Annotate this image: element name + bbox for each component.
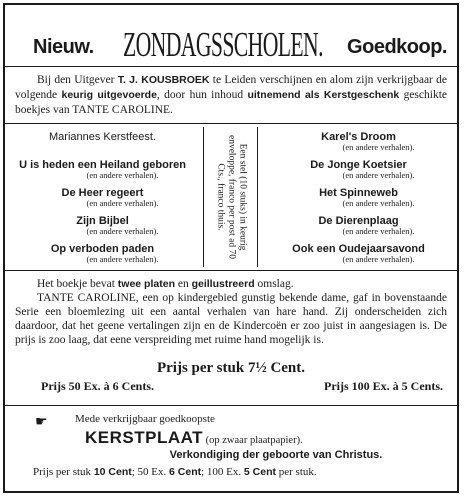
book-title: Mariannes Kerstfeest.	[49, 131, 156, 143]
header-cheap-label: Goedkoop.	[347, 36, 447, 58]
book-title: Het Spinneweb	[319, 187, 398, 199]
list-item	[5, 159, 200, 180]
publisher-name: T. J. KOUSBROEK	[117, 74, 210, 86]
divider	[5, 66, 457, 67]
page-title: ZONDAGSSCHOLEN.	[123, 25, 323, 64]
list-item	[260, 159, 457, 180]
list-item	[5, 187, 200, 208]
intro-text: geschikte boekjes van TANTE CAROLINE.	[15, 89, 447, 116]
book-title: De Heer regeert	[61, 187, 144, 199]
intro-text: te Leiden verschijnen en alom zijn verkrijgbaar de volgende	[15, 74, 447, 101]
book-subtitle: (en andere verhalen).	[86, 170, 159, 180]
divider	[5, 123, 457, 124]
price-per-piece: Prijs per stuk 7½ Cent.	[156, 360, 306, 376]
book-subtitle: (en andere verhalen).	[86, 226, 159, 236]
price-text: per stuk.	[276, 466, 317, 478]
book-subtitle: (en andere verhalen).	[342, 142, 415, 152]
book-title: U is heden een Heiland geboren	[19, 159, 186, 171]
vertical-offer-text: Een stel (10 stuks) in keurig enveloppe, franco per post ad 70 Cts., franco thuis.	[215, 135, 247, 259]
desc-emphasis: geillustreerd	[191, 278, 255, 290]
price-value: 5 Cent	[243, 466, 276, 478]
list-item	[260, 215, 457, 236]
kerstplaat-prices	[33, 466, 317, 478]
price-100: Prijs 100 Ex. à 5 Cents.	[324, 379, 443, 393]
price-50: Prijs 50 Ex. à 6 Cents.	[41, 379, 154, 393]
list-item	[260, 131, 457, 152]
kerstplaat-title: KERSTPLAAT	[85, 428, 204, 447]
kerstplaat-line	[85, 428, 303, 448]
desc-text: omslag.	[254, 278, 294, 290]
pointing-hand-icon: ☛	[35, 415, 48, 430]
intro-paragraph	[15, 73, 447, 118]
kerstplaat-note: (op zwaar plaatpapier).	[203, 435, 303, 446]
book-title: De Dierenplaag	[318, 215, 399, 227]
header	[5, 9, 457, 65]
intro-emphasis: uitnemend als Kerstgeschenk	[247, 89, 400, 101]
book-subtitle: (en andere verhalen).	[342, 254, 415, 264]
book-title: De Jonge Koetsier	[310, 159, 407, 171]
price-value: 10 Cent	[93, 466, 132, 478]
list-item	[5, 243, 200, 264]
list-item	[260, 187, 457, 208]
divider	[5, 405, 457, 406]
description-paragraph	[15, 277, 447, 347]
kerstplaat-subtitle: Verkondiging der geboorte van Christus.	[169, 449, 383, 461]
book-subtitle: (en andere verhalen).	[86, 198, 159, 208]
divider	[5, 270, 457, 271]
advertisement	[3, 3, 459, 493]
list-item	[260, 243, 457, 264]
price-text: Prijs per stuk	[33, 466, 94, 478]
list-item	[5, 131, 200, 143]
price-value: 6 Cent	[169, 466, 202, 478]
list-item	[5, 215, 200, 236]
book-subtitle: (en andere verhalen).	[342, 198, 415, 208]
book-title: Ook een Oudejaarsavond	[292, 243, 425, 255]
book-subtitle: (en andere verhalen).	[86, 254, 159, 264]
price-text: ; 50 Ex.	[131, 466, 170, 478]
vertical-offer-box	[203, 127, 258, 267]
intro-text: Bij den Uitgever	[37, 74, 118, 86]
book-title: Karel's Droom	[321, 131, 396, 143]
also-available-text: Mede verkrijgbaar goedkoopste	[75, 413, 215, 425]
desc-text: Het boekje bevat	[37, 278, 118, 290]
desc-text: en	[174, 278, 192, 290]
book-subtitle: (en andere verhalen).	[342, 226, 415, 236]
book-subtitle: (en andere verhalen).	[342, 170, 415, 180]
header-new-label: Nieuw.	[33, 36, 94, 58]
desc-emphasis: twee platen	[117, 278, 175, 290]
intro-emphasis: keurig uitgevoerde	[61, 89, 157, 101]
book-title: Zijn Bijbel	[76, 215, 129, 227]
desc-text: TANTE CAROLINE, een op kindergebied gunstig bekende dame, gaf in bovenstaande Serie een bloemlezing uit een aantal verhalen van hare hand. Zij onderscheiden zich daardoor, dat het geene vertalingen zijn en de Kindercoën er zoo juist in aangesiagen is. De prijs is zoo laag, dat eene verspreiding met ruime hand mogelijk is.	[15, 292, 447, 346]
price-text: ; 100 Ex.	[201, 466, 244, 478]
intro-text: , door hun inhoud	[156, 89, 248, 101]
book-title: Op verboden paden	[50, 243, 155, 255]
